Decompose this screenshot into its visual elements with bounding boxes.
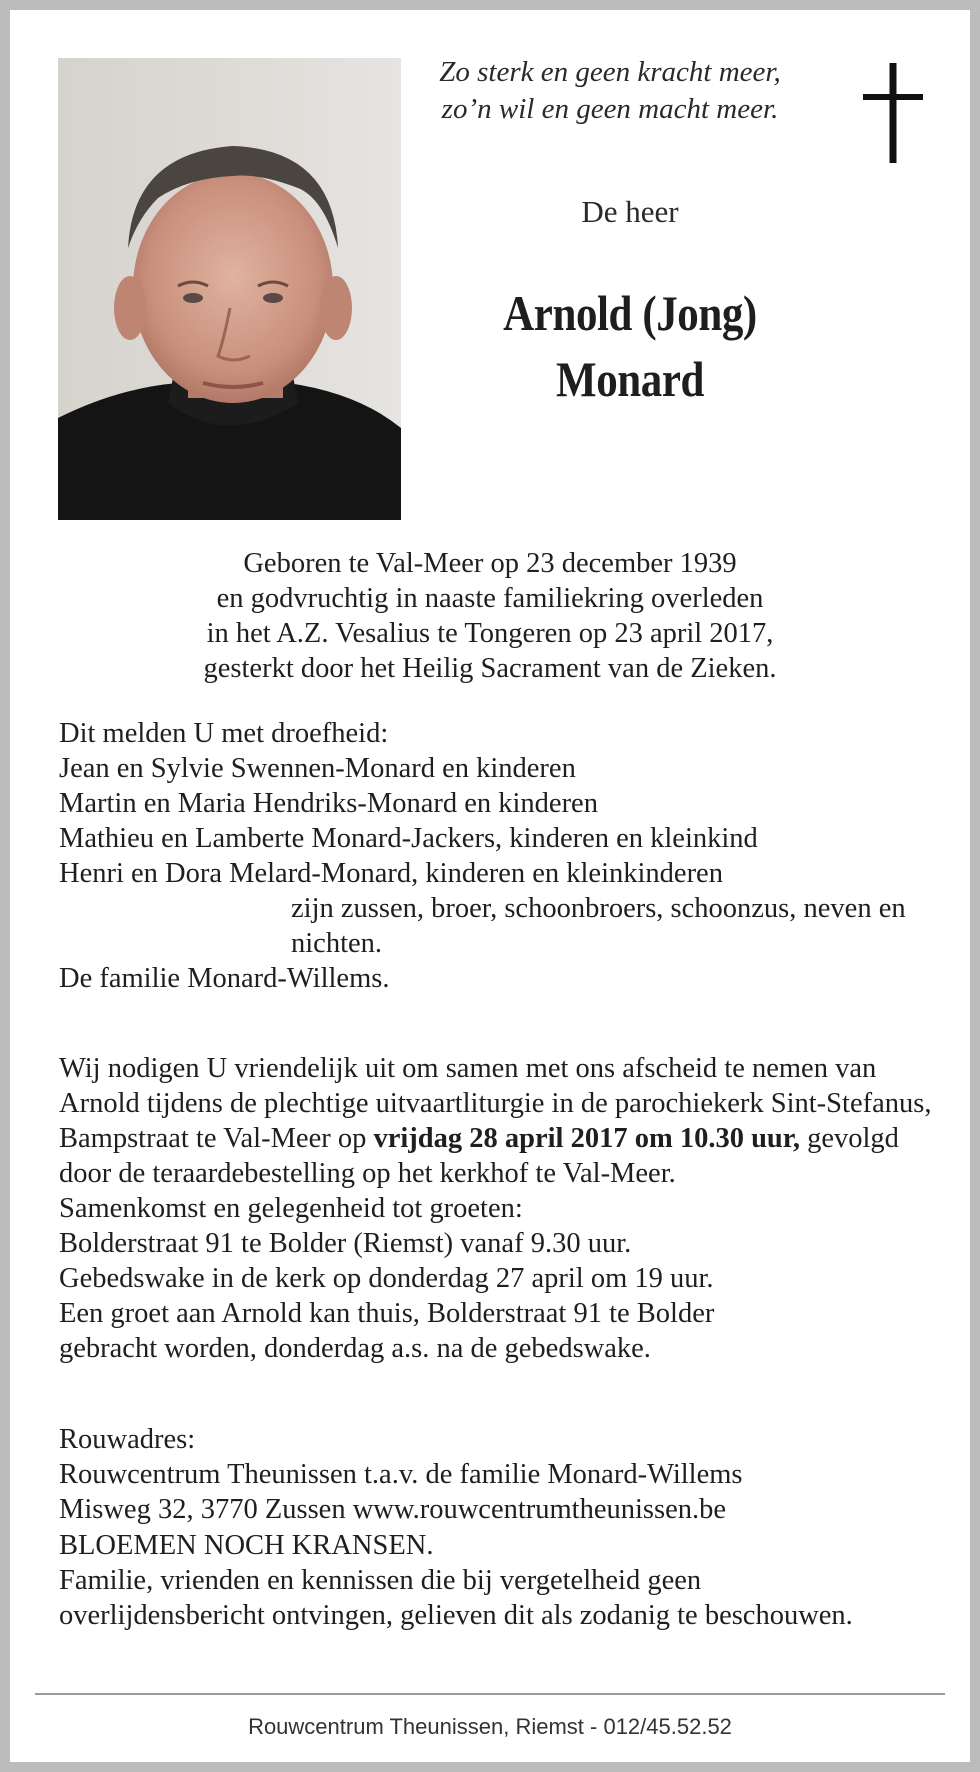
flowers-notice [59,1528,949,1633]
family-entry: Mathieu en Lamberte Monard-Jackers, kinderen en kleinkind [59,823,758,854]
deceased-name [449,280,810,412]
name-line: Monard [556,351,704,407]
poem-line: Zo sterk en geen kracht meer, [439,56,781,88]
service-line: Samenkomst en gelegenheid tot groeten: [59,1193,523,1224]
portrait-photo [58,58,401,520]
flowers-heading: BLOEMEN NOCH KRANSEN. [59,1530,434,1561]
service-text: Wij nodigen U vriendelijk uit om samen met ons afscheid te nemen van Arnold tijdens de plechtige uitvaartliturgie in de parochiekerk Sint-Stefanus, Bampstraat te Val-Meer op [59,1053,932,1154]
funeral-service-info [59,1051,949,1366]
obituary-card [10,10,970,1762]
service-text: gevolgd door de teraardebestelling op het kerkhof te Val-Meer. [59,1123,899,1189]
family-entry: Henri en Dora Melard-Monard, kinderen en kleinkinderen [59,858,723,889]
service-line: Een groet aan Arnold kan thuis, Bolderstraat 91 te Bolder [59,1298,715,1329]
poem-line: zo’n wil en geen macht meer. [441,93,779,125]
service-line: gebracht worden, donderdag a.s. na de gebedswake. [59,1333,651,1364]
flowers-text: Familie, vrienden en kennissen die bij vergetelheid geen overlijdensbericht ontvingen, gelieven dit als zodanig te beschouwen. [59,1565,853,1631]
detail-line: en godvruchtig in naaste familiekring overleden [216,583,764,614]
detail-line: Geboren te Val-Meer op 23 december 1939 [243,548,737,579]
mourners-list [59,716,949,996]
mourners-intro: Dit melden U met droefheid: [59,718,389,749]
detail-line: gesterkt door het Heilig Sacrament van de Zieken. [203,653,777,684]
address-label: Rouwadres: [59,1424,196,1455]
service-line: Bolderstraat 91 te Bolder (Riemst) vanaf 9.30 uur. [59,1228,632,1259]
name-line: Arnold (Jong) [503,285,757,341]
mourners-closing: De familie Monard-Willems. [59,963,390,994]
detail-line: in het A.Z. Vesalius te Tongeren op 23 april 2017, [206,618,774,649]
memorial-poem [410,54,810,128]
address-line: Misweg 32, 3770 Zussen www.rouwcentrumtheunissen.be [59,1494,727,1525]
footer-divider [35,1693,945,1695]
birth-death-details [60,546,920,686]
address-line: Rouwcentrum Theunissen t.a.v. de familie Monard-Willems [59,1459,743,1490]
funeral-home-footer: Rouwcentrum Theunissen, Riemst - 012/45.52.52 [248,1714,732,1739]
family-entry: Martin en Maria Hendriks-Monard en kinderen [59,788,598,819]
service-paragraph [59,1051,949,1191]
other-relatives: zijn zussen, broer, schoonbroers, schoonzus, neven en nichten. [291,893,906,959]
cross-icon [863,63,923,163]
service-line: Gebedswake in de kerk op donderdag 27 april om 19 uur. [59,1263,714,1294]
service-date: vrijdag 28 april 2017 om 10.30 uur, [373,1123,800,1154]
title-prefix: De heer [581,194,679,229]
mourning-address [59,1422,949,1527]
family-entry: Jean en Sylvie Swennen-Monard en kinderen [59,753,576,784]
